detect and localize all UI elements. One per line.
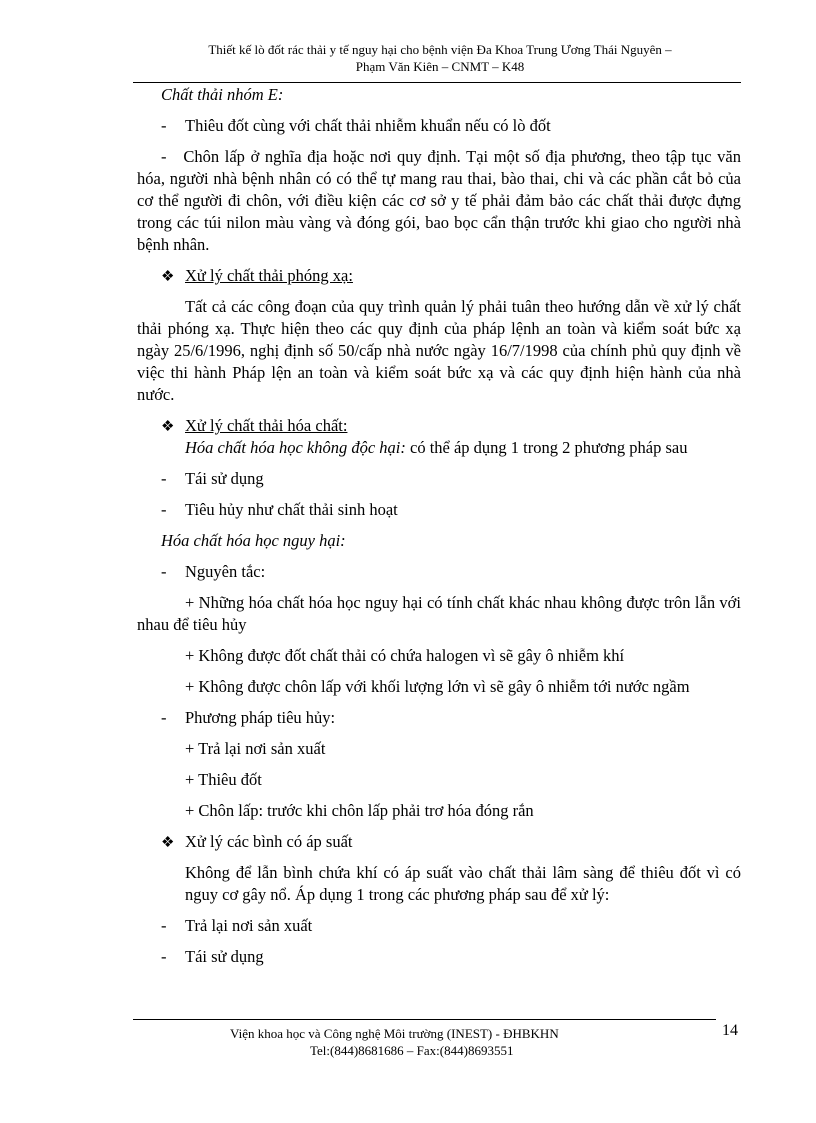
- pressure-item-2: [137, 946, 741, 968]
- non-toxic-item-2-text: Tiêu hủy như chất thải sinh hoạt: [185, 500, 398, 519]
- diamond-bullet-icon: ❖: [161, 835, 175, 851]
- header-title-line1: Thiết kế lò đốt rác thải y tế nguy hại cho bệnh viện Đa Khoa Trung Ương Thái Nguyên –: [208, 42, 672, 57]
- group-e-item-2-text: Chôn lấp ở nghĩa địa hoặc nơi quy định. Tại một số địa phương, theo tập tục văn hóa, người nhà bệnh nhân có có thể tự mang rau thai, bào thai, chi và các phần cắt bỏ của cơ thể người đi chôn, với điều kiện các cơ sở y tế phải đảm bảo các chất thải được đựng trong các túi nilon màu vàng và đóng gói, bao bọc cẩn thận trước khi giao cho người nhà bệnh nhân.: [137, 147, 741, 254]
- pressure-paragraph: Không để lẫn bình chứa khí có áp suất vào chất thải lâm sàng để thiêu đốt vì có nguy cơ gây nổ. Áp dụng 1 trong các phương pháp sau để xử lý:: [185, 863, 741, 904]
- group-e-item-1: [137, 115, 741, 137]
- dash-marker: -: [161, 116, 167, 135]
- pressure-item-1: [137, 915, 741, 937]
- dash-marker: -: [161, 708, 167, 727]
- chemical-heading-text: Xử lý chất thải hóa chất:: [185, 416, 348, 435]
- hazardous-label: Hóa chất hóa học nguy hại:: [161, 531, 346, 550]
- principle-item-1: + Những hóa chất hóa học nguy hại có tính chất khác nhau không được trôn lẫn với nhau để tiêu hủy: [137, 593, 741, 634]
- dash-marker: -: [161, 562, 167, 581]
- dash-marker: -: [161, 916, 167, 935]
- dash-marker: -: [161, 469, 167, 488]
- non-toxic-item-2: [137, 499, 741, 521]
- radioactive-paragraph: Tất cả các công đoạn của quy trình quản lý phải tuân theo hướng dẫn về xử lý chất thải phóng xạ. Thực hiện theo các quy định của pháp lệnh an toàn và kiểm soát bức xạ ngày 25/6/1996, nghị định số 50/cấp nhà nước ngày 16/7/1998 của chính phủ quy định về việc thi hành Pháp lện an toàn và kiểm soát bức xạ và các quy định hiện hành của nhà nước.: [137, 297, 741, 404]
- diamond-bullet-icon: ❖: [161, 269, 175, 285]
- pressure-item-2-text: Tái sử dụng: [185, 947, 264, 966]
- chemical-heading: [137, 415, 741, 437]
- principle-label-text: Nguyên tắc:: [185, 562, 266, 581]
- method-label-text: Phương pháp tiêu hủy:: [185, 708, 336, 727]
- footer-rule: [133, 1019, 716, 1020]
- page-footer: [230, 1025, 559, 1059]
- principle-label: [137, 561, 741, 583]
- non-toxic-label: Hóa chất hóa học không độc hại:: [185, 438, 406, 457]
- principle-item-2: + Không được đốt chất thải có chứa halogen vì sẽ gây ô nhiễm khí: [185, 646, 625, 665]
- page-content: [137, 84, 741, 968]
- header-title-line2: Phạm Văn Kiên – CNMT – K48: [355, 59, 525, 74]
- dash-marker: -: [161, 947, 167, 966]
- non-toxic-text: có thể áp dụng 1 trong 2 phương pháp sau: [405, 438, 688, 457]
- method-item-3: + Chôn lấp: trước khi chôn lấp phải trơ hóa đóng rắn: [185, 801, 534, 820]
- group-e-title: Chất thải nhóm E:: [161, 85, 284, 104]
- method-item-2: + Thiêu đốt: [185, 770, 262, 789]
- dash-marker: -: [161, 147, 184, 166]
- dash-marker: -: [161, 500, 167, 519]
- group-e-item-2: [137, 146, 741, 256]
- footer-contact: Tel:(844)8681686 – Fax:(844)8693551: [310, 1043, 514, 1058]
- group-e-item-1-text: Thiêu đốt cùng với chất thải nhiễm khuẩn nếu có lò đốt: [185, 116, 551, 135]
- footer-institute: Viện khoa học và Công nghệ Môi trường (INEST) - ĐHBKHN: [230, 1026, 559, 1041]
- method-label: [137, 707, 741, 729]
- radioactive-heading-text: Xử lý chất thải phóng xạ:: [185, 266, 353, 285]
- non-toxic-item-1: [137, 468, 741, 490]
- pressure-item-1-text: Trả lại nơi sản xuất: [185, 916, 313, 935]
- pressure-heading: [137, 831, 741, 853]
- principle-item-3: + Không được chôn lấp với khối lượng lớn vì sẽ gây ô nhiễm tới nước ngầm: [185, 677, 690, 696]
- pressure-heading-text: Xử lý các bình có áp suất: [185, 832, 353, 851]
- diamond-bullet-icon: ❖: [161, 419, 175, 435]
- non-toxic-line: [137, 437, 741, 459]
- non-toxic-item-1-text: Tái sử dụng: [185, 469, 264, 488]
- page-number: 14: [722, 1022, 738, 1039]
- page-header: [140, 41, 740, 75]
- method-item-1: + Trả lại nơi sản xuất: [185, 739, 326, 758]
- radioactive-heading: [137, 265, 741, 287]
- header-rule: [133, 82, 741, 83]
